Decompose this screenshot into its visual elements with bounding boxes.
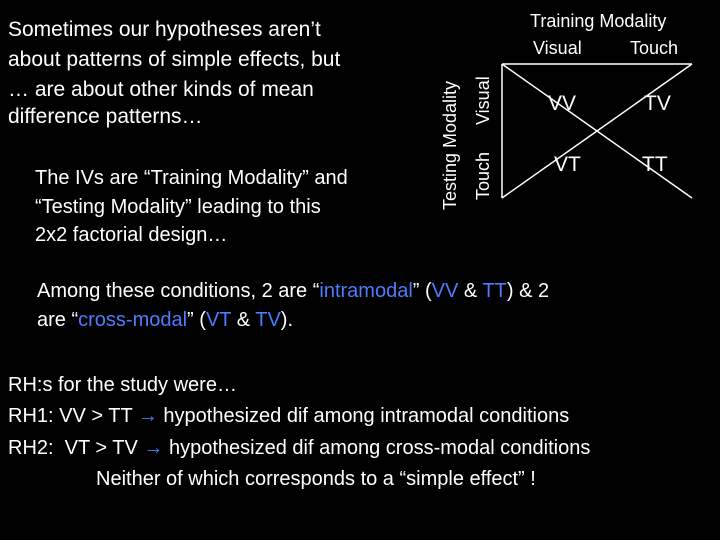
- arrow-right-icon: →: [143, 437, 164, 459]
- cell-vv: VV: [548, 92, 577, 115]
- rh2-line: RH2: VT > TV → hypothesized dif among cross-modal conditions: [8, 437, 591, 459]
- testing-modality-label: Testing Modality: [440, 80, 460, 210]
- arrow-right-icon: →: [137, 405, 158, 427]
- intro-line-2: about patterns of simple effects, but: [8, 48, 341, 71]
- col-header-touch: Touch: [630, 38, 679, 58]
- ivs-line-1: The IVs are “Training Modality” and: [35, 167, 348, 189]
- ivs-line-3: 2x2 factorial design…: [35, 224, 228, 246]
- crossmodal-term: cross-modal: [78, 309, 188, 331]
- hypotheses-intro: RH:s for the study were…: [8, 374, 237, 396]
- training-modality-label: Training Modality: [530, 11, 667, 31]
- intro-line-1: Sometimes our hypotheses aren’t: [8, 18, 321, 41]
- rh1-line: RH1: VV > TT → hypothesized dif among intramodal conditions: [8, 405, 570, 427]
- intro-line-3: … are about other kinds of mean: [8, 78, 314, 101]
- intramodal-term: intramodal: [319, 280, 413, 302]
- row-header-touch: Touch: [473, 151, 493, 200]
- cell-vt: VT: [554, 153, 581, 176]
- conditions-line-1: Among these conditions, 2 are “intramodal” (VV & TT) & 2: [37, 280, 550, 302]
- row-header-visual: Visual: [473, 76, 493, 125]
- intro-line-4: difference patterns…: [8, 105, 203, 128]
- ivs-line-2: “Testing Modality” leading to this: [35, 196, 321, 218]
- cell-tv: TV: [644, 92, 671, 115]
- col-header-visual: Visual: [533, 38, 582, 58]
- hypotheses-note: Neither of which corresponds to a “simple effect” !: [96, 468, 536, 490]
- cell-tt: TT: [642, 153, 668, 176]
- conditions-line-2: are “cross-modal” (VT & TV).: [37, 309, 294, 331]
